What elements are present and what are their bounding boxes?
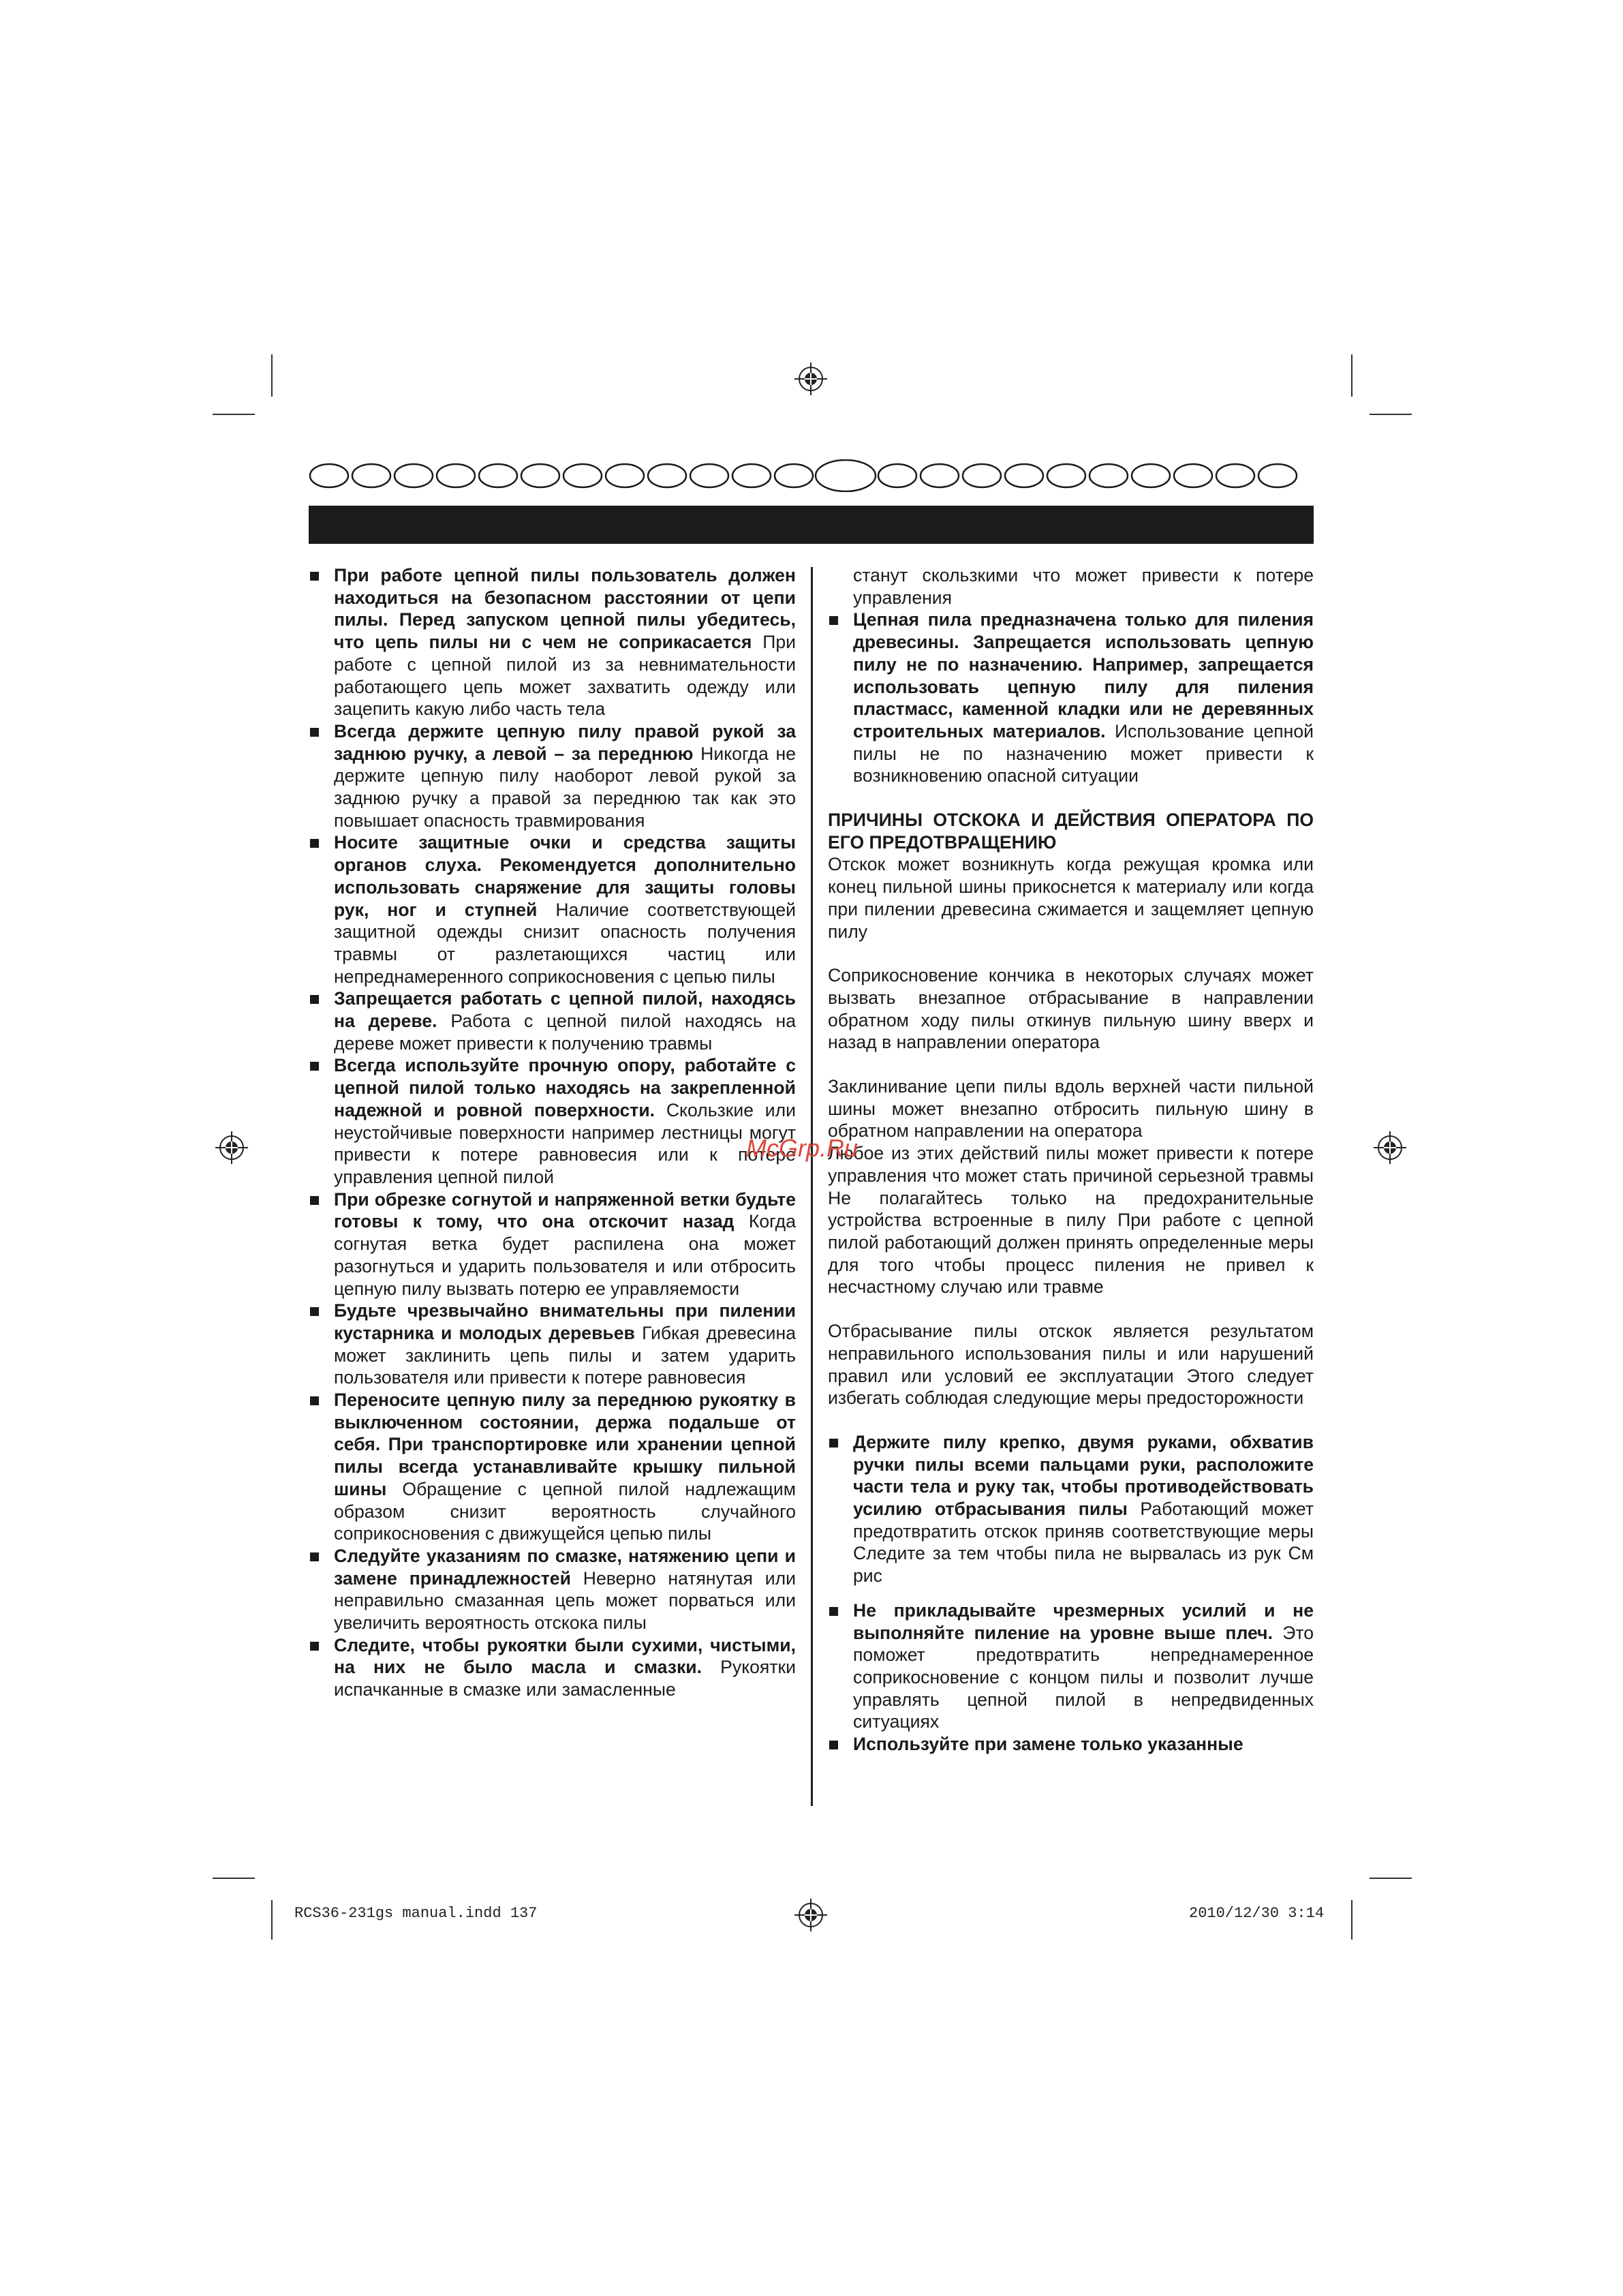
paragraph: Отбрасывание пилы отскок является результатом неправильного использования пилы и или нарушений правил или условий ее эксплуатации Этого следует избегать соблюдая следующие меры предосторожности xyxy=(828,1321,1314,1409)
right-column xyxy=(828,564,1314,1756)
list-item: При работе цепной пилы пользователь должен находиться на безопасном расстоянии от цепи пилы. Перед запуском цепной пилы убедитесь, что цепь пилы ни с чем не соприкасается При работе с цепной пилой из за невнимательности работающего цепь может захватить одежду или зацепить какую либо часть тела xyxy=(309,564,796,720)
section-header-bar xyxy=(309,506,1314,544)
paragraph: Соприкосновение кончика в некоторых случаях может вызвать внезапное отбрасывание в направлении обратном ходу пилы откинув пильную шину вверх и назад в направлении оператора xyxy=(828,965,1314,1053)
footer-datetime: 2010/12/30 3:14 xyxy=(1189,1905,1325,1922)
registration-mark-icon xyxy=(794,363,827,395)
column-divider xyxy=(811,567,813,1806)
paragraph: Заклинивание цепи пилы вдоль верхней части пильной шины может внезапно отбросить пильную шину в обратном направлении на оператора xyxy=(828,1076,1314,1142)
section-heading: ПРИЧИНЫ ОТСКОКА И ДЕЙСТВИЯ ОПЕРАТОРА ПО ЕГО ПРЕДОТВРАЩЕНИЮ xyxy=(828,810,1314,853)
registration-mark-icon xyxy=(215,1131,248,1164)
list-item: Будьте чрезвычайно внимательны при пилении кустарника и молодых деревьев Гибкая древесина может заклинить цепь пилы и затем ударить пользователя или привести к потере равновесия xyxy=(309,1300,796,1389)
list-item: Используйте при замене только указанные xyxy=(828,1733,1314,1756)
left-column xyxy=(309,564,796,1701)
crop-mark xyxy=(1370,1878,1412,1879)
watermark: McGrp.Ru xyxy=(746,1134,859,1162)
crop-mark xyxy=(1370,414,1412,415)
crop-mark xyxy=(213,414,255,415)
list-item: Не прикладывайте чрезмерных усилий и не выполняйте пиление на уровне выше плеч. Это поможет предотвратить непреднамеренное соприкосновение с концом пилы и позволит лучше управлять цепной пилой в непредвиденных ситуациях xyxy=(828,1599,1314,1733)
crop-mark xyxy=(271,1900,273,1940)
list-item: Носите защитные очки и средства защиты органов слуха. Рекомендуется дополнительно использовать снаряжение для защиты головы рук, ног и ступней Наличие соответствующей защитной одежды снизит опасность получения травмы от разлетающихся частиц или непреднамеренного соприкосновения с цепью пилы xyxy=(309,831,796,988)
list-item: Держите пилу крепко, двумя руками, обхватив ручки пилы всеми пальцами руки, расположите части тела и руку так, чтобы противодействовать усилию отбрасывания пилы Работающий может предотвратить отскок приняв соответствующие меры Следите за тем чтобы пила не вырвалась из рук См рис xyxy=(828,1431,1314,1587)
list-item: Запрещается работать с цепной пилой, находясь на дереве. Работа с цепной пилой находясь на дереве может привести к получению травмы xyxy=(309,988,796,1054)
registration-mark-icon xyxy=(794,1899,827,1931)
list-item: Цепная пила предназначена только для пиления древесины. Запрещается использовать цепную пилу не по назначению. Например, запрещается использовать цепную пилу для пиления пластмасс, каменной кладки или не деревянных строительных материалов. Использование цепной пилы не по назначению может привести к возникновению опасной ситуации xyxy=(828,609,1314,787)
registration-mark-icon xyxy=(1374,1131,1406,1164)
list-item: Всегда держите цепную пилу правой рукой за заднюю ручку, а левой – за переднюю Никогда не держите цепную пилу наоборот левой рукой за заднюю ручку а правой за переднюю так как это повышает опасность травмирования xyxy=(309,720,796,832)
paragraph: Отскок может возникнуть когда режущая кромка или конец пильной шины прикоснется к материалу или когда при пилении древесина сжимается и защемляет цепную пилу xyxy=(828,854,1314,942)
list-item: Переносите цепную пилу за переднюю рукоятку в выключенном состоянии, держа подальше от себя. При транспортировке или хранении цепной пилы всегда устанавливайте крышку пильной шины Обращение с цепной пилой надлежащим образом снизит вероятность случайного соприкосновения с движущейся цепью пилы xyxy=(309,1389,796,1545)
crop-mark xyxy=(1351,1900,1352,1940)
crop-mark xyxy=(271,354,273,397)
list-item: Следите, чтобы рукоятки были сухими, чистыми, на них не было масла и смазки. Рукоятки испачканные в смазке или замасленные xyxy=(309,1634,796,1701)
paragraph: Любое из этих действий пилы может привести к потере управления что может стать причиной серьезной травмы Не полагайтесь только на предохранительные устройства встроенные в пилу При работе с цепной пилой работающий должен принять определенные меры для того чтобы процесс пиления не привел к несчастному случаю или травме xyxy=(828,1143,1314,1298)
list-item-continuation: станут скользкими что может привести к потере управления xyxy=(853,565,1314,608)
language-tab-ovals xyxy=(309,459,1314,492)
list-item: Всегда используйте прочную опору, работайте с цепной пилой только находясь на закрепленной надежной и ровной поверхности. Скользкие или неустойчивые поверхности например лестницы могут привести к потере равновесия или к потере управления цепной пилой xyxy=(309,1054,796,1188)
footer-file-name: RCS36-231gs manual.indd 137 xyxy=(294,1905,538,1922)
crop-mark xyxy=(213,1878,255,1879)
list-item: Следуйте указаниям по смазке, натяжению цепи и замене принадлежностей Неверно натянутая или неправильно смазанная цепь может порваться или увеличить вероятность отскока пилы xyxy=(309,1545,796,1634)
crop-mark xyxy=(1351,354,1352,397)
list-item: При обрезке согнутой и напряженной ветки будьте готовы к тому, что она отскочит назад Когда согнутая ветка будет распилена она может разогнуться и ударить пользователя и или отбросить цепную пилу вызвать потерю ее управляемости xyxy=(309,1189,796,1300)
